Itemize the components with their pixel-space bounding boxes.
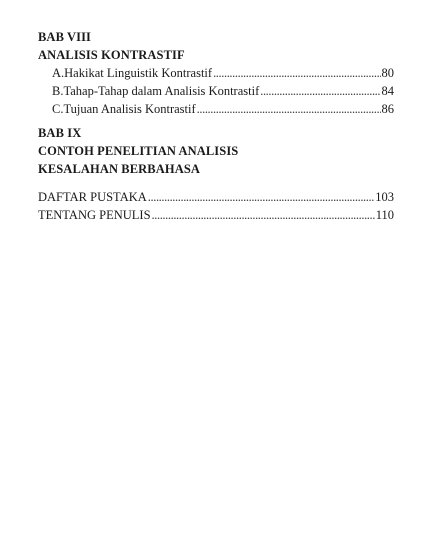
entry-page-number: 103 — [375, 190, 394, 204]
dot-leader — [152, 206, 375, 224]
entry-letter: B. — [52, 84, 64, 98]
toc-entry[interactable] — [38, 100, 394, 118]
dot-leader — [148, 188, 374, 206]
dot-leader — [213, 64, 380, 82]
entry-page-number: 86 — [381, 102, 394, 116]
entry-page-number: 80 — [381, 66, 394, 80]
chapter-number: BAB VIII — [38, 30, 92, 44]
entry-title: Tujuan Analisis Kontrastif — [63, 102, 196, 116]
dot-leader — [197, 100, 381, 118]
entry-title: Tahap-Tahap dalam Analisis Kontrastif — [63, 84, 260, 98]
entry-page-number: 84 — [381, 84, 394, 98]
toc-entry[interactable] — [38, 64, 394, 82]
entry-title: TENTANG PENULIS — [38, 208, 151, 222]
chapter-title: CONTOH PENELITIAN ANALISIS — [38, 144, 239, 158]
toc-entry-tentang-penulis[interactable] — [38, 206, 394, 224]
chapter-title-continued: KESALAHAN BERBAHASA — [38, 162, 201, 176]
entry-title: Hakikat Linguistik Kontrastif — [64, 66, 213, 80]
chapter-number: BAB IX — [38, 126, 82, 140]
chapter-viii — [38, 28, 394, 118]
entry-title: DAFTAR PUSTAKA — [38, 190, 147, 204]
entry-letter: A. — [52, 66, 65, 80]
toc-entry[interactable] — [38, 82, 394, 100]
table-of-contents — [38, 28, 394, 224]
chapter-ix — [38, 124, 394, 178]
entry-letter: C. — [52, 102, 64, 116]
entry-page-number: 110 — [375, 208, 394, 222]
chapter-title: ANALISIS KONTRASTIF — [38, 48, 185, 62]
dot-leader — [260, 82, 380, 100]
toc-entry-daftar-pustaka[interactable] — [38, 188, 394, 206]
